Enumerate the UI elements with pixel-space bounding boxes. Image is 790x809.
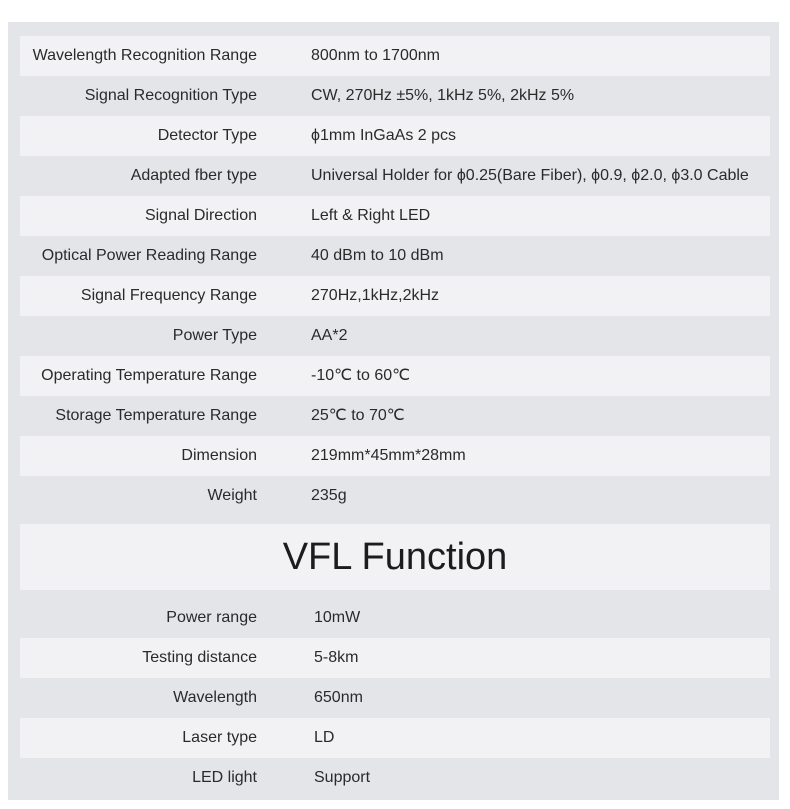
spec-value: 800nm to 1700nm (311, 47, 440, 64)
spec-value: LD (314, 729, 335, 746)
table-row (20, 36, 770, 76)
table-row (20, 718, 770, 758)
table-row (20, 116, 770, 156)
table-row (20, 276, 770, 316)
vfl-spec-table (20, 598, 770, 798)
table-row (20, 598, 770, 638)
table-row (20, 156, 770, 196)
spec-value: 5-8km (314, 649, 359, 666)
table-row (20, 396, 770, 436)
spec-value: 270Hz,1kHz,2kHz (311, 287, 440, 304)
spec-label: Power Type (172, 327, 257, 344)
spec-value: 235g (311, 487, 347, 504)
spec-label: Signal Recognition Type (84, 87, 257, 104)
spec-label: Operating Temperature Range (41, 367, 257, 384)
spec-label: Laser type (182, 729, 257, 746)
table-row (20, 76, 770, 116)
spec-label: LED light (192, 769, 257, 786)
table-row (20, 638, 770, 678)
table-row (20, 678, 770, 718)
spec-label: Optical Power Reading Range (41, 247, 257, 264)
spec-value: -10℃ to 60℃ (311, 367, 411, 384)
spec-label: Wavelength (173, 689, 257, 706)
spec-label: Signal Frequency Range (80, 287, 257, 304)
spec-label: Detector Type (157, 127, 257, 144)
spec-label: Storage Temperature Range (55, 407, 257, 424)
table-row (20, 236, 770, 276)
spec-value: 25℃ to 70℃ (311, 407, 405, 424)
spec-label: Signal Direction (144, 207, 257, 224)
table-row (20, 356, 770, 396)
spec-label: Wavelength Recognition Range (32, 47, 257, 64)
spec-value: Universal Holder for ϕ0.25(Bare Fiber), ϕ0.9, ϕ2.0, ϕ3.0 Cable (311, 167, 749, 184)
spec-value: AA*2 (311, 327, 348, 344)
table-row (20, 436, 770, 476)
table-row (20, 316, 770, 356)
table-row (20, 476, 770, 516)
spec-label: Testing distance (142, 649, 257, 666)
spec-label: Power range (166, 609, 257, 626)
spec-value: 219mm*45mm*28mm (311, 447, 466, 464)
spec-label: Weight (207, 487, 257, 504)
spec-label: Adapted fber type (130, 167, 257, 184)
table-row (20, 196, 770, 236)
spec-label: Dimension (181, 447, 257, 464)
table-row (20, 758, 770, 798)
spec-table (20, 36, 770, 516)
section-title: VFL Function (20, 524, 770, 590)
spec-value: CW, 270Hz ±5%, 1kHz 5%, 2kHz 5% (311, 87, 575, 104)
spec-value: 650nm (314, 689, 363, 706)
spec-panel (8, 22, 779, 800)
spec-value: Left & Right LED (311, 207, 431, 224)
spec-value: ϕ1mm InGaAs 2 pcs (311, 127, 457, 144)
spec-value: 10mW (314, 609, 361, 626)
spec-value: Support (314, 769, 371, 786)
spec-value: 40 dBm to 10 dBm (311, 247, 444, 264)
